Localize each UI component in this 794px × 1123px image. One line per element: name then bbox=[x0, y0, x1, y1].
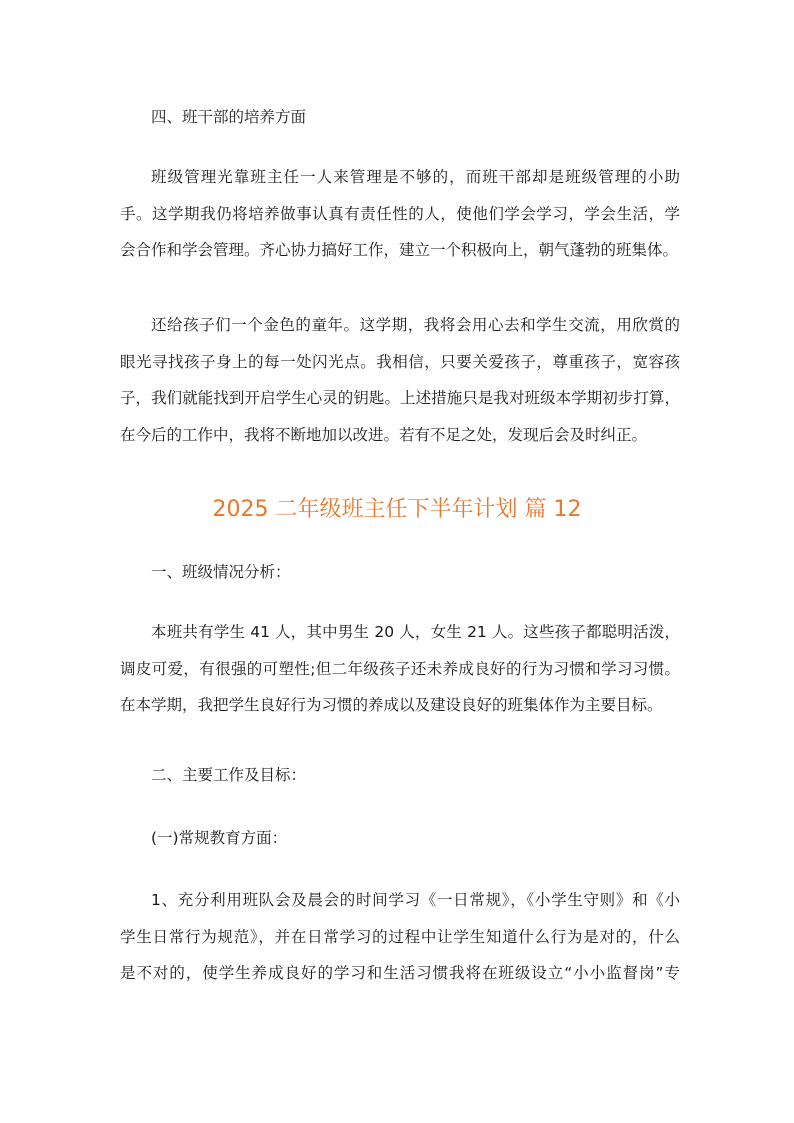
paragraph-line: 会合作和学会管理。齐心协力搞好工作，建立一个积极向上，朝气蓬勃的班集体。 bbox=[120, 241, 679, 259]
section-heading-class-analysis: 一、班级情况分析： bbox=[151, 563, 291, 581]
paragraph-line: 子，我们就能找到开启学生心灵的钥匙。上述措施只是我对班级本学期初步打算， bbox=[120, 389, 680, 407]
paragraph-line: 在本学期，我把学生良好行为习惯的养成以及建设良好的班集体作为主要目标。 bbox=[120, 696, 663, 714]
paragraph-routine-education bbox=[120, 882, 680, 992]
paragraph-line: 学生日常行为规范》，并在日常学习的过程中让学生知道什么行为是对的，什么 bbox=[120, 927, 680, 946]
paragraph-line: 本班共有学生 41 人，其中男生 20 人，女生 21 人。这些孩子都聪明活泼， bbox=[151, 623, 680, 641]
paragraph-line: 在今后的工作中，我将不断地加以改进。若有不足之处，发现后会及时纠正。 bbox=[120, 425, 648, 444]
paragraph-cadre-training bbox=[120, 159, 680, 269]
section-heading-main-work: 二、主要工作及目标： bbox=[151, 766, 307, 784]
section-heading-cadre: 四、班干部的培养方面 bbox=[151, 108, 307, 126]
paragraph-line: 调皮可爱，有很强的可塑性;但二年级孩子还未养成良好的行为习惯和学习习惯。 bbox=[120, 659, 680, 678]
paragraph-golden-childhood bbox=[120, 307, 680, 453]
paragraph-line: 眼光寻找孩子身上的每一处闪光点。我相信，只要关爱孩子，尊重孩子，宽容孩 bbox=[120, 352, 680, 371]
subsection-heading-routine: (一)常规教育方面： bbox=[151, 829, 288, 847]
document-title: 2025 二年级班主任下半年计划 篇 12 bbox=[212, 497, 582, 522]
paragraph-class-situation bbox=[120, 614, 680, 724]
paragraph-line: 班级管理光靠班主任一人来管理是不够的，而班干部却是班级管理的小助 bbox=[151, 168, 680, 186]
paragraph-line: 手。这学期我仍将培养做事认真有责任性的人，使他们学会学习，学会生活，学 bbox=[120, 204, 680, 223]
paragraph-line: 1、充分利用班队会及晨会的时间学习《一日常规》，《小学生守则》和《小 bbox=[151, 891, 680, 909]
paragraph-line: 是不对的，使学生养成良好的学习和生活习惯我将在班级设立“小小监督岗”专 bbox=[120, 964, 680, 982]
paragraph-line: 还给孩子们一个金色的童年。这学期，我将会用心去和学生交流，用欣赏的 bbox=[151, 316, 680, 334]
